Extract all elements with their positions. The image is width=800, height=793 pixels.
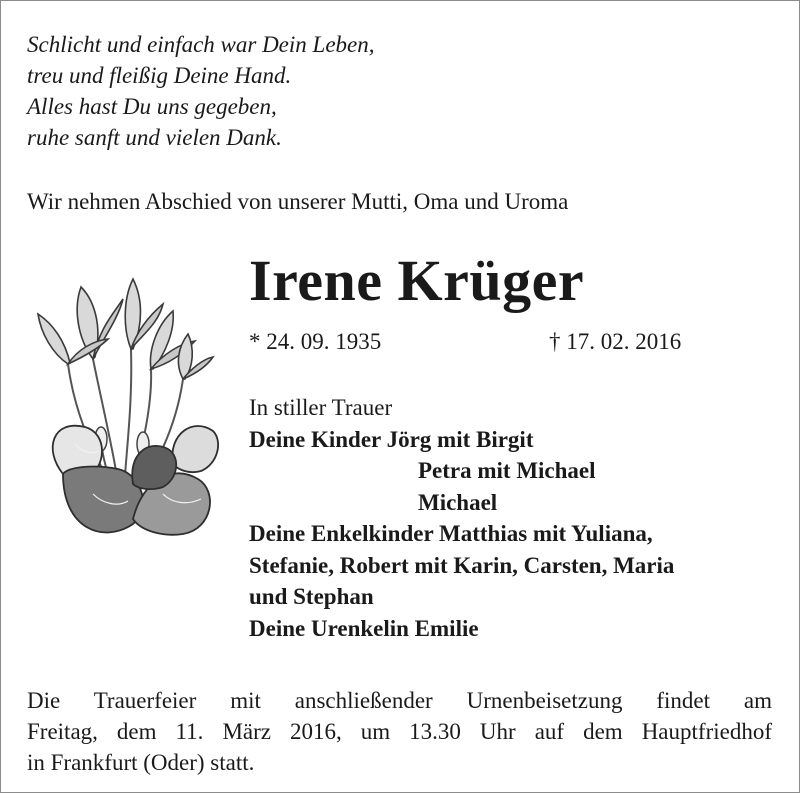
funeral-line: in Frankfurt (Oder) statt. [27, 750, 255, 775]
funeral-line: Die Trauerfeier mit anschließender Urnenbeisetzung findet am [27, 688, 772, 713]
children-line: Michael [418, 489, 498, 515]
poem-line: treu und fleißig Deine Hand. [27, 63, 292, 88]
grandchildren-line: und Stephan [249, 584, 374, 609]
cyclamen-flower-illustration [23, 269, 223, 549]
mourners-list [249, 392, 674, 644]
deceased-name: Irene Krüger [249, 248, 585, 313]
children-line: Petra mit Michael [418, 458, 596, 483]
children-line: Deine Kinder Jörg mit Birgit [249, 426, 534, 452]
mourning-intro: In stiller Trauer [249, 395, 393, 420]
great-grandchild-line: Deine Urenkelin Emilie [249, 615, 479, 641]
birth-date: * 24. 09. 1935 [249, 329, 382, 354]
poem-line: Schlicht und einfach war Dein Leben, [27, 32, 375, 57]
grandchildren-line: Stefanie, Robert mit Karin, Carsten, Maria [249, 552, 675, 578]
farewell-intro: Wir nehmen Abschied von unserer Mutti, Oma und Uroma [27, 189, 569, 214]
memorial-poem [27, 29, 375, 153]
poem-line: ruhe sanft und vielen Dank. [27, 125, 282, 150]
funeral-line: Freitag, dem 11. März 2016, um 13.30 Uhr auf dem Hauptfriedhof [27, 719, 772, 744]
poem-line: Alles hast Du uns gegeben, [27, 94, 277, 119]
death-date: † 17. 02. 2016 [549, 329, 682, 354]
grandchildren-line: Deine Enkelkinder Matthias mit Yuliana, [249, 521, 653, 546]
funeral-announcement [27, 685, 772, 778]
